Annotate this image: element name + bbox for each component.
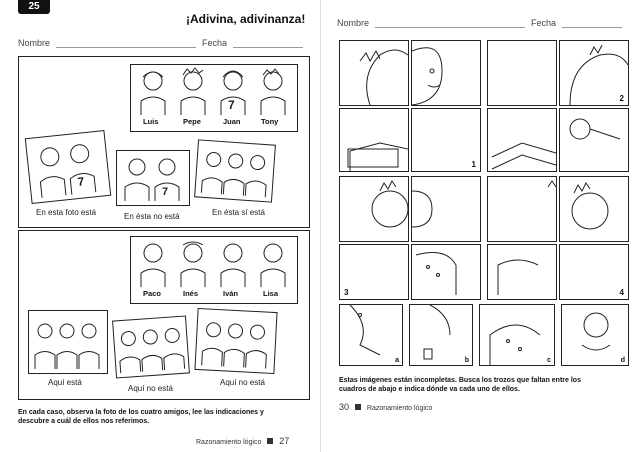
kid-name-8: Lisa bbox=[263, 289, 279, 298]
svg-text:7: 7 bbox=[76, 174, 86, 190]
nombre-label: Nombre bbox=[18, 38, 51, 48]
right-footer bbox=[339, 402, 432, 412]
missing-piece-c[interactable] bbox=[479, 304, 555, 366]
name-date-row bbox=[337, 18, 627, 28]
caption-2a: Aquí está bbox=[48, 378, 82, 387]
missing-piece-d[interactable] bbox=[561, 304, 629, 366]
missing-piece-a[interactable] bbox=[339, 304, 403, 366]
svg-text:7: 7 bbox=[228, 98, 235, 112]
photo-2c bbox=[194, 308, 277, 374]
puzzle4-cell bbox=[559, 176, 629, 242]
puzzle1-cell bbox=[339, 108, 409, 172]
puzzle1-cell bbox=[339, 40, 409, 106]
left-footer bbox=[196, 436, 289, 446]
caption-1c: En ésta sí está bbox=[212, 208, 265, 217]
kid-name-3: Juan bbox=[223, 117, 241, 126]
girl-face-illustration bbox=[560, 177, 628, 241]
boy-hair-illustration bbox=[340, 41, 408, 105]
cell-number-4: 4 bbox=[619, 288, 624, 297]
group-photo-2 bbox=[130, 236, 298, 304]
four-kids-illustration bbox=[131, 65, 296, 115]
puzzle4-cell bbox=[487, 244, 557, 300]
shoulder-illustration bbox=[410, 305, 472, 365]
kid-name-6: Inés bbox=[183, 289, 199, 298]
arm-illustration bbox=[340, 305, 402, 365]
caption-2b: Aquí no está bbox=[128, 384, 173, 393]
kid-name-7: Iván bbox=[223, 289, 239, 298]
left-instructions: En cada caso, observa la foto de los cuatro amigos, lee las indicaciones y descubre a cuál de ellos nos referimos. bbox=[18, 409, 264, 425]
kid-name-2: Pepe bbox=[183, 117, 201, 126]
hand-illustration bbox=[562, 305, 628, 365]
footer-page-number: 27 bbox=[279, 436, 290, 446]
name-date-row bbox=[18, 38, 308, 48]
puzzle3-cell bbox=[411, 176, 481, 242]
cell-number-2: 2 bbox=[619, 94, 624, 103]
nombre-line bbox=[375, 19, 525, 28]
hand-pencil-illustration bbox=[560, 109, 628, 171]
caption-1a: En esta foto está bbox=[36, 208, 97, 217]
girl-hair-illustration bbox=[488, 177, 556, 241]
fecha-label: Fecha bbox=[202, 38, 228, 48]
footer-square-icon bbox=[267, 438, 273, 444]
three-kids-illustration bbox=[113, 317, 187, 376]
caption-1b: En ésta no está bbox=[124, 212, 180, 221]
puzzle2-cell bbox=[559, 40, 629, 106]
four-kids-illustration bbox=[131, 237, 296, 287]
nombre-line bbox=[56, 39, 196, 48]
missing-piece-b[interactable] bbox=[409, 304, 473, 366]
svg-text:7: 7 bbox=[162, 186, 169, 198]
piece-letter-c: c bbox=[547, 357, 551, 364]
fecha-line bbox=[562, 19, 622, 28]
three-kids-illustration bbox=[196, 309, 275, 371]
right-instructions: Estas imágenes están incompletas. Busca los trozos que faltan entre los cuadros de abajo e indica dónde va cada uno de ellos. bbox=[339, 377, 581, 393]
photo-2a bbox=[28, 310, 108, 374]
photo-1b bbox=[116, 150, 190, 206]
fecha-label: Fecha bbox=[531, 18, 557, 28]
footer-square-icon bbox=[355, 404, 361, 410]
footer-label: Razonamiento lógico bbox=[196, 439, 262, 446]
boy-writing-illustration bbox=[340, 109, 408, 171]
two-kids-illustration bbox=[117, 151, 187, 203]
puzzle2-cell bbox=[487, 40, 557, 106]
boy-face-illustration bbox=[412, 41, 480, 105]
page-title: ¡Adivina, adivinanza! bbox=[186, 12, 306, 26]
puzzle4-cell bbox=[487, 176, 557, 242]
notebook-illustration bbox=[488, 109, 556, 171]
three-kids-illustration bbox=[29, 311, 105, 371]
puzzle2-cell bbox=[487, 108, 557, 172]
footer-label: Razonamiento lógico bbox=[366, 405, 433, 412]
puzzle3-cell bbox=[339, 176, 409, 242]
fecha-line bbox=[233, 39, 303, 48]
page-badge: 25 bbox=[18, 0, 50, 14]
nombre-label: Nombre bbox=[337, 18, 370, 28]
dress-piece-illustration bbox=[480, 305, 554, 365]
dress-illustration bbox=[412, 245, 480, 299]
kid-name-4: Tony bbox=[261, 117, 279, 126]
piece-letter-b: b bbox=[464, 357, 469, 364]
dress-illustration bbox=[488, 245, 556, 299]
photo-1c bbox=[194, 139, 276, 202]
two-kids-illustration bbox=[26, 131, 108, 201]
boy-profile-illustration bbox=[560, 41, 628, 105]
kid-name-5: Paco bbox=[143, 289, 161, 298]
group-photo-1 bbox=[130, 64, 298, 132]
right-page bbox=[320, 0, 640, 452]
three-kids-illustration bbox=[195, 140, 273, 199]
footer-page-number: 30 bbox=[339, 402, 350, 412]
puzzle1-cell bbox=[411, 40, 481, 106]
cell-number-1: 1 bbox=[471, 160, 476, 169]
girl-face-illustration bbox=[340, 177, 408, 241]
puzzle3-cell bbox=[411, 244, 481, 300]
photo-1a bbox=[25, 130, 111, 204]
caption-2c: Aquí no está bbox=[220, 378, 265, 387]
piece-letter-a: a bbox=[395, 357, 399, 364]
puzzle2-cell bbox=[559, 108, 629, 172]
girl-face-illustration bbox=[412, 177, 480, 241]
puzzle4-cell bbox=[559, 244, 629, 300]
puzzle3-cell bbox=[339, 244, 409, 300]
kid-name-1: Luis bbox=[143, 117, 159, 126]
photo-2b bbox=[112, 315, 190, 378]
puzzle1-cell bbox=[411, 108, 481, 172]
cell-number-3: 3 bbox=[344, 288, 349, 297]
piece-letter-d: d bbox=[620, 357, 625, 364]
